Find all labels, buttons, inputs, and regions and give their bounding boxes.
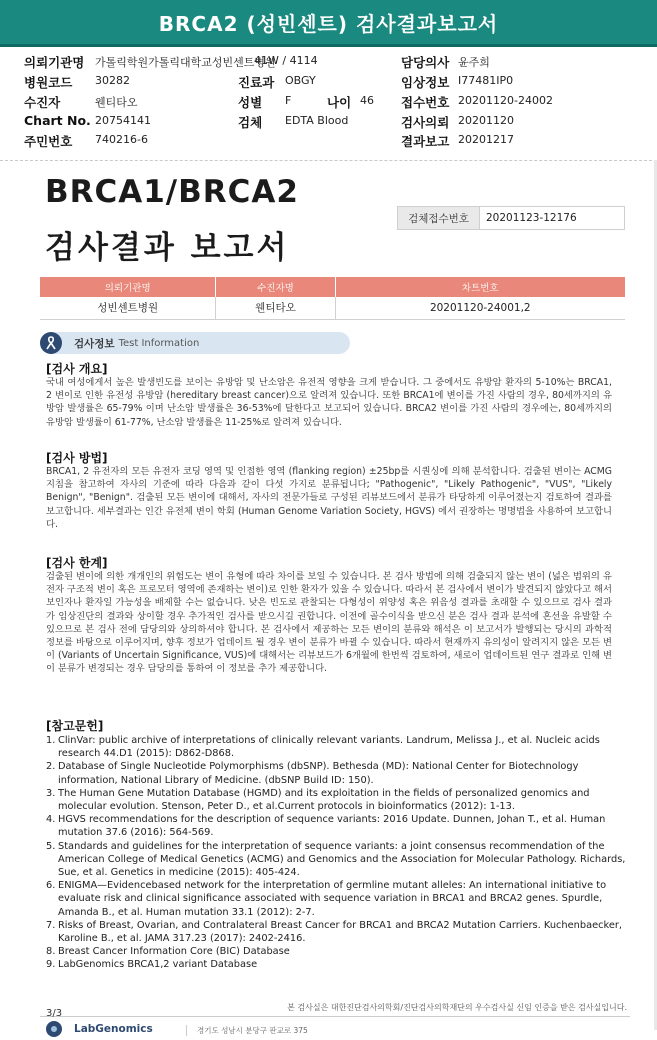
reference-text: Breast Cancer Information Core (BIC) Database — [58, 946, 290, 958]
page-number: 3/3 — [46, 1008, 63, 1019]
list-item: 3. The Human Gene Mutation Database (HGMD) and its exploitation in the fields of personalized genomics and molecular evolution. Stenson, Peter D., et al.Current protocols in bioinformatics (2012): 1-13. — [46, 787, 590, 813]
meta-value: 가톨릭학원가톨릭대학교성빈센트병원 — [95, 56, 276, 69]
list-item: 9. LabGenomics BRCA1,2 variant Database — [46, 959, 258, 971]
meta-value: EDTA Blood — [285, 114, 349, 127]
section-text-method: BRCA1, 2 유전자의 모든 유전자 코딩 영역 및 인접한 영역 (flanking region) ±25bp를 시퀀싱에 의해 분석합니다. 검출된 변이는 ACMG 지침을 참고하여 자사의 기준에 따라 다음과 같이 다섯 가지로 분류됩니다; "Pathogenic", "Likely Pathogenic", "VUS", "Likely Benign", "Benign". 검출된 모든 변이에 대해서, 자사의 전문가들로 구성된 리뷰보드에서 분류가 타당하게 이루어졌는지 검토하여 결과를 보고합니다. 세부결과는 인간 유전체 변이 학회 (Human Genome Variation Society, HGVS) 에서 권장하는 명명법을 사용하여 보고합니다. — [46, 466, 612, 530]
table-row — [40, 297, 625, 319]
list-item: 6. ENIGMA—Evidencebased network for the interpretation of germline mutant alleles: An international initiative to evaluate risk and clinical significance associated with sequence variation in BRCA1 and BRCA2 genes. Spurdle, Amanda B., et al. Human mutation 33.1 (2012): 2-7. — [46, 880, 607, 918]
logo-icon — [46, 1021, 62, 1037]
meta-value: 20201217 — [458, 133, 514, 146]
meta-value: 20201120 — [458, 114, 514, 127]
page-separator — [0, 160, 657, 161]
reference-text: Risks of Breast, Ovarian, and Contralateral Breast Cancer for BRCA1 and BRCA2 Mutation Carriers. Kuchenbaecker, Karoline B., et al. JAMA 317.23 (2017): 2402-2416. — [58, 919, 622, 945]
meta-row — [0, 53, 657, 72]
meta-value: 41W / 4114 — [254, 54, 318, 67]
meta-label: 임상정보 — [401, 75, 450, 90]
reference-text: HGVS recommendations for the description of sequence variants: 2016 Update. Dunnen, Johan T., et al. Human mutation 37.6 (2016): 564-569. — [58, 814, 606, 839]
meta-label: 의뢰기관명 — [24, 55, 85, 70]
section-text-overview: 국내 여성에게서 높은 발생빈도를 보이는 유방암 및 난소암은 유전적 영향을 크게 받습니다. 그 중에서도 유방암 환자의 5-10%는 BRCA1, 2 변이로 인한 유전성 유방암 (hereditary breast cancer)으로 알려져 있습니다. 또한 BRCA1에 변이를 가진 사람의 경우, 80세까지의 유방암 발생률은 65-79% 이며 난소암 발생률은 36-53%에 달한다고 보고되어 있습니다. BRCA2 변이를 가진 사람의 경우에는, 80세까지의 유방암 발생률이 61-77%, 난소암 발생률은 11-25%로 알려져 있습니다. — [46, 377, 612, 428]
meta-row — [0, 113, 657, 132]
meta-value: 30282 — [95, 74, 130, 87]
accession-value: 20201123-12176 — [486, 212, 577, 224]
company-name: LabGenomics — [74, 1023, 153, 1035]
footer-divider — [40, 1016, 630, 1017]
report-heading-line1: BRCA1/BRCA2 — [45, 174, 299, 210]
section-heading-overview: [검사 개요] — [46, 362, 108, 376]
meta-value: 740216-6 — [95, 133, 148, 146]
meta-label: 검체 — [238, 115, 263, 130]
table-header: 수진자명 — [216, 277, 335, 297]
reference-text: LabGenomics BRCA1,2 variant Database — [58, 959, 258, 971]
table-header: 차트번호 — [335, 277, 625, 297]
meta-label: 성별 — [238, 95, 263, 110]
section-pill-label: 검사정보 — [74, 337, 115, 350]
table-cell: 성빈센트병원 — [40, 297, 216, 319]
meta-value: OBGY — [285, 74, 316, 87]
ribbon-icon — [40, 332, 62, 354]
accession-label: 검체접수번호 — [398, 207, 480, 229]
list-item: 2. Database of Single Nucleotide Polymorphisms (dbSNP). Bethesda (MD): National Center for Biotechnology information, National Library of Medicine. (dbSNP Build ID: 150). — [46, 761, 579, 786]
meta-label: 진료과 — [238, 75, 275, 90]
accession-box — [397, 206, 625, 230]
meta-row — [0, 73, 657, 92]
meta-value: 46 — [360, 94, 374, 107]
meta-label: 주민번호 — [24, 134, 73, 149]
reference-text: The Human Gene Mutation Database (HGMD) and its exploitation in the fields of personalized genomics and molecular evolution. Stenson, Peter D., et al.Current protocols in bioinformatics (2012): 1-13. — [58, 787, 590, 813]
list-item: 5. Standards and guidelines for the interpretation of sequence variants: a joint consensus recommendation of the American College of Medical Genetics (ACMG) and Genomics and the Association for Molecular Pathology. Richards, Sue, et al. Genetics in medicine (2015): 405-424. — [46, 840, 626, 879]
meta-label: 나이 — [327, 95, 352, 110]
patient-info-table — [40, 277, 625, 320]
accreditation-note: 본 검사실은 대한진단검사의학회/진단검사의학재단의 우수검사실 신임 인증을 받은 검사실입니다. — [287, 1003, 627, 1012]
meta-label: 결과보고 — [401, 134, 450, 149]
meta-label: 검사의뢰 — [401, 115, 450, 130]
meta-value: 윤주희 — [458, 56, 490, 69]
table-cell: 웬티타오 — [216, 297, 335, 319]
meta-value: F — [285, 94, 292, 107]
report-heading-line2: 검사결과 보고서 — [45, 230, 290, 266]
meta-value: 20201120-24002 — [458, 94, 553, 107]
meta-value: 웬티타오 — [95, 96, 138, 109]
section-heading-limitations: [검사 한계] — [46, 556, 108, 570]
reference-text: ClinVar: public archive of interpretations of clinically relevant variants. Landrum, Melissa J., et al. Nucleic acids research 44.D1 (2015): D862-D868. — [58, 735, 600, 760]
table-cell: 20201120-24001,2 — [335, 297, 625, 319]
section-heading-method: [검사 방법] — [46, 451, 108, 465]
report-title: BRCA2 (성빈센트) 검사결과보고서 — [158, 11, 499, 36]
reference-text: ENIGMA—Evidencebased network for the interpretation of germline mutant alleles: An international initiative to evaluate risk and clinical significance associated with sequence variation in BRCA1 and BRCA2 genes. Spurdle, Amanda B., et al. Human mutation 33.1 (2012): 2-7. — [58, 880, 607, 918]
reference-text: Database of Single Nucleotide Polymorphisms (dbSNP). Bethesda (MD): National Center for Biotechnology information, National Library of Medicine. (dbSNP Build ID: 150). — [58, 761, 579, 786]
company-logo — [46, 1021, 153, 1037]
table-header-row — [40, 277, 625, 297]
meta-row — [0, 93, 657, 112]
table-header: 의뢰기관명 — [40, 277, 216, 297]
section-heading-references: [참고문헌] — [46, 719, 104, 733]
reference-text: Standards and guidelines for the interpretation of sequence variants: a joint consensus recommendation of the American College of Medical Genetics (ACMG) and Genomics and the Association for Molecular Pathology. Richards, Sue, et al. Genetics in medicine (2015): 405-424. — [58, 840, 626, 879]
meta-value: 20754141 — [95, 114, 151, 127]
section-text-limitations: 검출된 변이에 의한 개개인의 위험도는 변이 유형에 따라 차이를 보일 수 있습니다. 본 검사 방법에 의해 검출되지 않는 변이 (넓은 범위의 유전자 구조적 변이 혹은 프로모터 영역에 존재하는 변이)로 인한 환자가 있을 수 있습니다. 따라서 본 검사에서 변이가 발견되지 않았다고 해서 보인자나 환자일 가능성을 배제할 수는 없습니다. 낮은 빈도로 관찰되는 다형성이 위양성 혹은 위음성 결과를 초래할 수 있으므로 검사 결과가 임상진단의 결과와 상이할 경우 추가적인 검사를 받으시길 권합니다. 이전에 골수이식을 받으신 분은 검사 결과 분석에 혼선을 유발할 수 있으므로 본 검사 전에 담당의와 상의하셔야 합니다. 본 검사에서 제공하는 모든 변이의 분류와 해석은 이 보고서가 발행되는 당시의 과학적 정보를 바탕으로 이루어지며, 향후 정보가 업데이트 될 경우 변이 분류가 바뀔 수 있습니다. 따라서 현재까지 유의성이 알려지지 않은 모든 변이 (Variants of Uncertain Significance, VUS)에 대해서는 리뷰보드가 6개월에 한번씩 검토하여, 새로이 업데이트된 연구 결과로 인해 변이 분류가 변경되는 경우 담당의를 통하여 이 정보를 추가 제공합니다. — [46, 571, 612, 675]
meta-row — [0, 132, 657, 151]
meta-label: Chart No. — [24, 113, 91, 128]
meta-label: 수진자 — [24, 95, 61, 110]
references-list — [46, 734, 641, 972]
meta-label: 담당의사 — [401, 55, 450, 70]
report-title-bar — [0, 0, 657, 47]
list-item: 1. ClinVar: public archive of interpretations of clinically relevant variants. Landrum, Melissa J., et al. Nucleic acids research 44.D1 (2015): D862-D868. — [46, 735, 600, 760]
section-pill-label-en: Test Information — [118, 337, 200, 349]
list-item: 7. Risks of Breast, Ovarian, and Contralateral Breast Cancer for BRCA1 and BRCA2 Mutation Carriers. Kuchenbaecker, Karoline B., et al. JAMA 317.23 (2017): 2402-2416. — [46, 919, 622, 945]
list-item: 8. Breast Cancer Information Core (BIC) Database — [46, 946, 290, 958]
company-address: 경기도 성남시 분당구 판교로 375 — [186, 1025, 308, 1036]
meta-label: 접수번호 — [401, 95, 450, 110]
meta-value: I77481IP0 — [458, 74, 514, 87]
list-item: 4. HGVS recommendations for the description of sequence variants: 2016 Update. Dunnen, Johan T., et al. Human mutation 37.6 (2016): 564-569. — [46, 814, 606, 839]
meta-label: 병원코드 — [24, 75, 73, 90]
test-information-pill — [40, 332, 350, 354]
